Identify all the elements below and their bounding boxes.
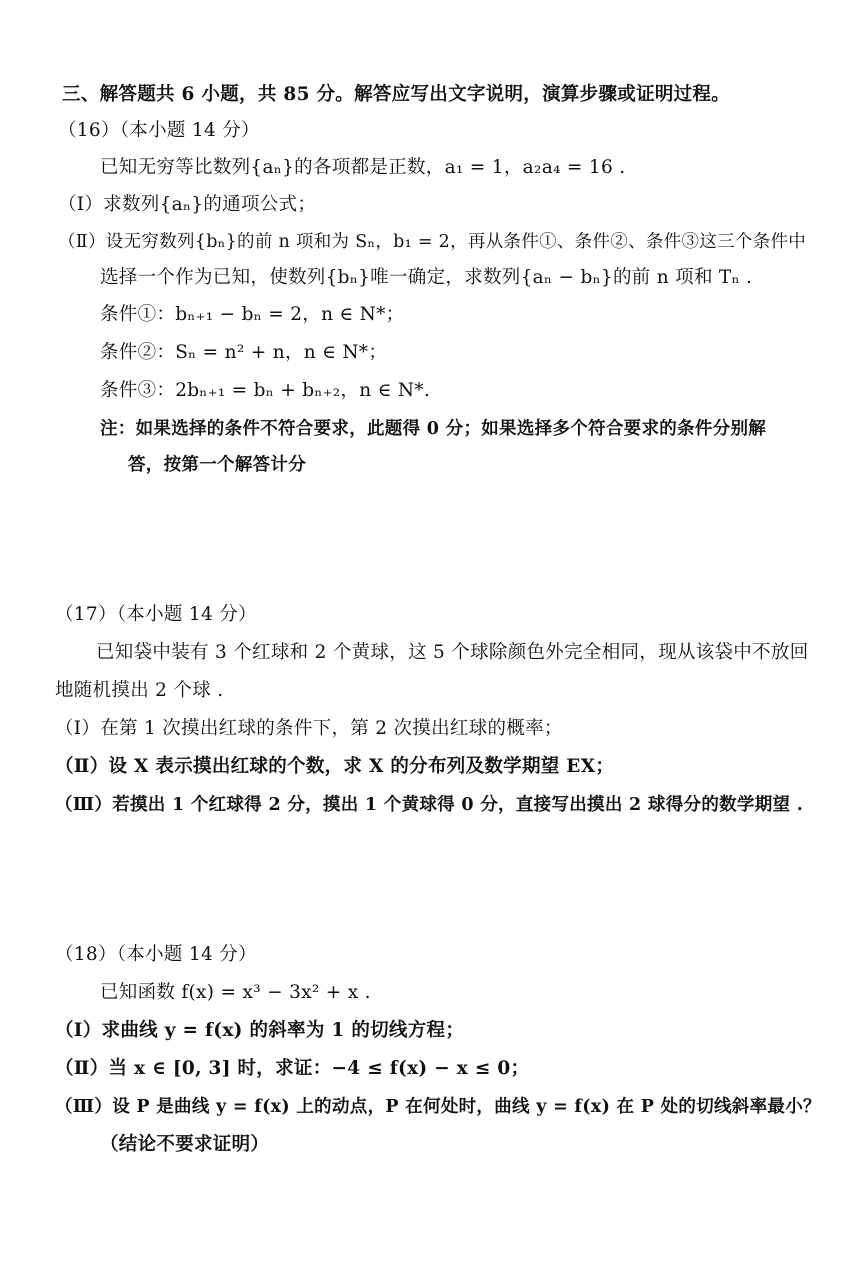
q16-condition-1: 条件①：bₙ₊₁ − bₙ = 2，n ∈ N*； [100, 304, 405, 325]
section-header: 三、解答题共 6 小题，共 85 分。解答应写出文字说明，演算步骤或证明过程。 [62, 84, 731, 105]
q16-part2-cont: 选择一个作为已知，使数列{bₙ}唯一确定，求数列{aₙ − bₙ}的前 n 项和 Tₙ . [100, 267, 753, 288]
q16-part1: （Ⅰ）求数列{aₙ}的通项公式； [58, 194, 317, 215]
q16-note-cont: 答，按第一个解答计分 [128, 455, 306, 475]
q17-part2: （Ⅱ）设 X 表示摸出红球的个数，求 X 的分布列及数学期望 EX； [55, 756, 615, 777]
q18-part1: （Ⅰ）求曲线 y = f(x) 的斜率为 1 的切线方程； [55, 1020, 465, 1041]
q18-part3: （Ⅲ）设 P 是曲线 y = f(x) 上的动点，P 在何处时，曲线 y = f(x) 在 P 处的切线斜率最小？ [55, 1097, 821, 1117]
q17-part1: （Ⅰ）在第 1 次摸出红球的条件下，第 2 次摸出红球的概率； [55, 718, 563, 739]
q16-condition-2: 条件②：Sₙ = n² + n，n ∈ N*； [100, 342, 388, 363]
q17-heading: （17）（本小题 14 分） [55, 604, 257, 625]
q17-stem: 已知袋中装有 3 个红球和 2 个黄球，这 5 个球除颜色外完全相同，现从该袋中不放回 [96, 642, 809, 663]
q18-part2: （Ⅱ）当 x ∈ [0, 3] 时，求证：−4 ≤ f(x) − x ≤ 0； [55, 1058, 530, 1079]
q16-stem: 已知无穷等比数列{aₙ}的各项都是正数，a₁ = 1，a₂a₄ = 16 . [100, 157, 626, 178]
q16-heading: （16）（本小题 14 分） [58, 120, 260, 141]
q18-heading: （18）（本小题 14 分） [55, 944, 257, 965]
q16-note: 注：如果选择的条件不符合要求，此题得 0 分；如果选择多个符合要求的条件分别解 [100, 419, 767, 439]
q16-part2: （Ⅱ）设无穷数列{bₙ}的前 n 项和为 Sₙ，b₁ = 2，再从条件①、条件②、条件③这三个条件中 [58, 232, 807, 252]
q17-part3: （Ⅲ）若摸出 1 个红球得 2 分，摸出 1 个黄球得 0 分，直接写出摸出 2 球得分的数学期望 . [55, 795, 804, 815]
q18-stem: 已知函数 f(x) = x³ − 3x² + x . [100, 982, 371, 1003]
q16-condition-3: 条件③：2bₙ₊₁ = bₙ + bₙ₊₂，n ∈ N*. [100, 380, 431, 401]
q18-part3-note: （结论不要求证明） [100, 1134, 270, 1155]
q17-stem-cont: 地随机摸出 2 个球 . [55, 680, 224, 701]
